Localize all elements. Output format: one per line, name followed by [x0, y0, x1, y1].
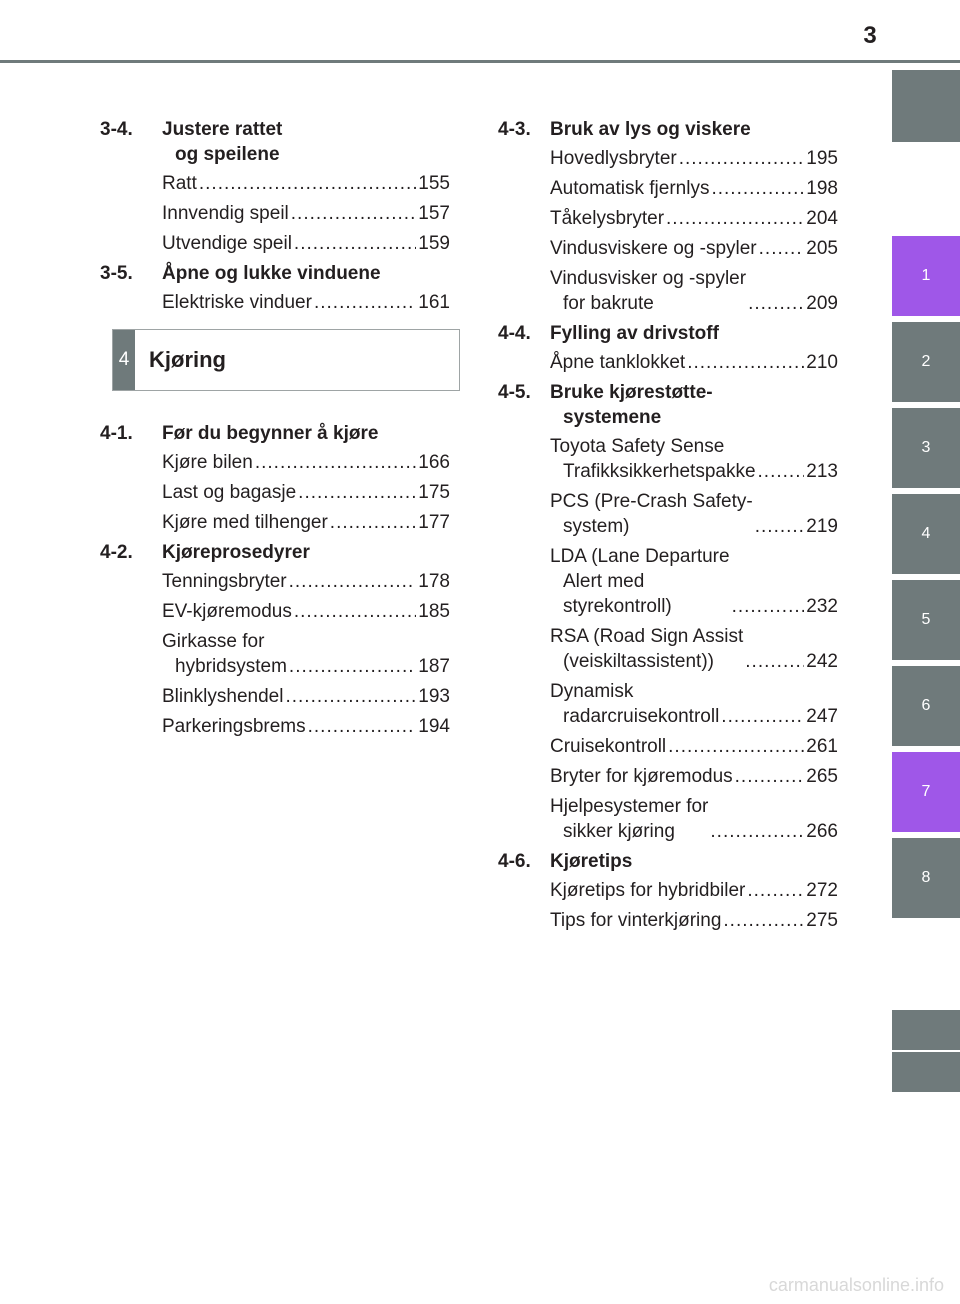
side-tab-5[interactable]: 5: [892, 580, 960, 660]
dot-leader: [711, 176, 804, 201]
side-tab-blank[interactable]: [892, 1052, 960, 1092]
section-title: [162, 421, 450, 446]
entry-title: [550, 544, 730, 619]
entry-title-line: Cruisekontroll: [550, 736, 667, 757]
entry-title-line: Automatisk fjernlys: [550, 178, 710, 199]
section-title-line: Åpne og lukke vinduene: [162, 263, 381, 284]
toc-entry[interactable]: [100, 569, 450, 594]
entry-title: [550, 734, 666, 759]
toc-entry[interactable]: [498, 878, 838, 903]
section-heading: [100, 540, 450, 565]
toc-entry[interactable]: [498, 908, 838, 933]
entry-title-line: LDA (Lane Departure: [550, 546, 730, 567]
entry-page-number: 261: [806, 736, 838, 757]
entry-page-number: 175: [418, 482, 450, 503]
entry-title-line: Last og bagasje: [162, 482, 297, 503]
toc-section: [498, 321, 838, 375]
entry-title-line: hybridsystem: [175, 656, 287, 677]
dot-leader: [748, 291, 804, 316]
section-number: 4-5.: [498, 382, 531, 403]
section-title-line: Fylling av drivstoff: [550, 323, 719, 344]
section-number: 3-4.: [100, 119, 133, 140]
toc-section: [100, 261, 450, 315]
entry-page-number: 177: [418, 512, 450, 533]
side-tab-4[interactable]: 4: [892, 494, 960, 574]
entry-title: [550, 434, 756, 484]
section-heading: [100, 261, 450, 286]
dot-leader: [294, 231, 416, 256]
entry-title-line: Tåkelysbryter: [550, 208, 665, 229]
entry-page-number: 210: [806, 352, 838, 373]
entry-title: [550, 679, 719, 729]
entry-title: [162, 450, 253, 475]
entry-title-line: Dynamisk: [550, 681, 634, 702]
dot-leader: [755, 514, 805, 539]
dot-leader: [758, 459, 805, 484]
section-number: 4-4.: [498, 323, 531, 344]
toc-section: [498, 849, 838, 933]
toc-entry[interactable]: [498, 236, 838, 261]
toc-entry[interactable]: [100, 171, 450, 196]
entry-title-line: Åpne tanklokket: [550, 352, 686, 373]
toc-section: [100, 117, 450, 256]
toc-entry[interactable]: [498, 489, 838, 539]
entry-page-number: 204: [806, 208, 838, 229]
page-number: 3: [863, 22, 877, 49]
entry-title-line: RSA (Road Sign Assist: [550, 626, 744, 647]
section-title-line: systemene: [563, 407, 662, 428]
dot-leader: [255, 450, 416, 475]
section-title-line: Kjøretips: [550, 851, 633, 872]
section-title-line: Før du begynner å kjøre: [162, 423, 379, 444]
entry-title: [550, 350, 685, 375]
section-title: [162, 261, 450, 286]
toc-entry[interactable]: [498, 266, 838, 316]
toc-entry[interactable]: [498, 176, 838, 201]
section-title: [550, 117, 838, 142]
section-number: 3-5.: [100, 263, 133, 284]
side-tab-blank[interactable]: [892, 70, 960, 142]
entry-page-number: 161: [418, 292, 450, 313]
entry-title: [550, 266, 746, 316]
dot-leader: [745, 649, 804, 674]
entry-title-line: Kjøre bilen: [162, 452, 253, 473]
toc-entry[interactable]: [100, 450, 450, 475]
dot-leader: [723, 908, 804, 933]
entry-title: [550, 146, 677, 171]
side-tab-6[interactable]: 6: [892, 666, 960, 746]
toc-entry[interactable]: [498, 794, 838, 844]
dot-leader: [298, 480, 416, 505]
section-heading: [498, 849, 838, 874]
dot-leader: [666, 206, 804, 231]
section-title-line: Bruk av lys og viskere: [550, 119, 751, 140]
dot-leader: [735, 764, 805, 789]
toc-entry[interactable]: [100, 510, 450, 535]
entry-title-line: Ratt: [162, 173, 197, 194]
entry-title: [550, 236, 757, 261]
toc-sections-after-chapter: [100, 421, 450, 739]
entry-title-line: Vindusvisker og -spyler: [550, 268, 747, 289]
dot-leader: [314, 290, 416, 315]
side-tab-2[interactable]: 2: [892, 322, 960, 402]
entry-title: [162, 201, 289, 226]
section-title: [550, 380, 838, 430]
dot-leader: [285, 684, 416, 709]
entry-page-number: 159: [418, 233, 450, 254]
entry-page-number: 205: [806, 238, 838, 259]
section-title: [162, 117, 450, 167]
side-tab-3[interactable]: 3: [892, 408, 960, 488]
entry-title-line: Elektriske vinduer: [162, 292, 312, 313]
entry-title-line: Vindusviskere og -spyler: [550, 238, 757, 259]
entry-title-line: Toyota Safety Sense: [550, 436, 725, 457]
entry-title: [162, 684, 283, 709]
dot-leader: [291, 201, 417, 226]
entry-page-number: 194: [418, 716, 450, 737]
entry-page-number: 247: [806, 706, 838, 727]
dot-leader: [747, 878, 804, 903]
entry-title: [162, 290, 312, 315]
entry-title: [162, 629, 287, 679]
dot-leader: [289, 654, 416, 679]
entry-page-number: 265: [806, 766, 838, 787]
section-heading: [100, 117, 450, 167]
section-heading: [100, 421, 450, 446]
section-title-line: Bruke kjørestøtte-: [550, 382, 713, 403]
entry-title: [162, 714, 306, 739]
dot-leader: [732, 594, 805, 619]
entry-title-line: Blinklyshendel: [162, 686, 284, 707]
entry-title: [550, 908, 721, 933]
toc-entry[interactable]: [498, 350, 838, 375]
entry-title-line: radarcruisekontroll: [563, 706, 720, 727]
toc-entry[interactable]: [100, 231, 450, 256]
entry-title: [550, 624, 743, 674]
entry-title-line: styrekontroll): [563, 596, 672, 617]
dot-leader: [289, 569, 417, 594]
section-title: [162, 540, 450, 565]
entry-title-line: PCS (Pre-Crash Safety-: [550, 491, 753, 512]
entry-title-line: Kjøretips for hybridbiler: [550, 880, 746, 901]
entry-title: [162, 171, 197, 196]
entry-title: [550, 794, 708, 844]
section-number: 4-1.: [100, 423, 133, 444]
toc-entry[interactable]: [498, 764, 838, 789]
entry-title-line: (veiskiltassistent)): [563, 651, 714, 672]
side-tab-8[interactable]: 8: [892, 838, 960, 918]
toc-section: [100, 421, 450, 535]
entry-page-number: 178: [418, 571, 450, 592]
entry-title: [550, 489, 753, 539]
toc-section: [498, 117, 838, 316]
entry-page-number: 185: [418, 601, 450, 622]
dot-leader: [330, 510, 417, 535]
toc-sections-before-chapter: [100, 117, 450, 315]
entry-page-number: 219: [806, 516, 838, 537]
entry-title: [550, 176, 709, 201]
dot-leader: [759, 236, 805, 261]
toc-section: [498, 380, 838, 844]
entry-page-number: 213: [806, 461, 838, 482]
header-rule: [0, 60, 960, 63]
toc-entry[interactable]: [498, 146, 838, 171]
section-title-line: Kjøreprosedyrer: [162, 542, 310, 563]
watermark: carmanualsonline.info: [768, 1275, 944, 1295]
entry-page-number: 266: [806, 821, 838, 842]
dot-leader: [710, 819, 804, 844]
section-title: [550, 321, 838, 346]
entry-page-number: 155: [418, 173, 450, 194]
section-heading: [498, 321, 838, 346]
entry-title-line: Kjøre med tilhenger: [162, 512, 328, 533]
toc-entry[interactable]: [100, 599, 450, 624]
entry-title-line: Girkasse for: [162, 631, 265, 652]
chapter-header: [112, 329, 460, 391]
entry-title-line: Trafikksikkerhetspakke: [563, 461, 756, 482]
entry-title-line: sikker kjøring: [563, 821, 675, 842]
entry-page-number: 195: [806, 148, 838, 169]
entry-title: [162, 599, 292, 624]
section-number: 4-3.: [498, 119, 531, 140]
section-title-line: og speilene: [175, 144, 280, 165]
entry-page-number: 242: [806, 651, 838, 672]
dot-leader: [308, 714, 417, 739]
entry-title-line: Hovedlysbryter: [550, 148, 677, 169]
toc-entry[interactable]: [100, 480, 450, 505]
entry-title-line: Hjelpesystemer for: [550, 796, 709, 817]
side-tab-blank[interactable]: [892, 1010, 960, 1050]
entry-title: [162, 569, 287, 594]
toc-entry[interactable]: [498, 734, 838, 759]
entry-page-number: 187: [418, 656, 450, 677]
entry-title-line: Utvendige speil: [162, 233, 292, 254]
chapter-title: Kjøring: [149, 347, 226, 372]
toc-entry[interactable]: [498, 624, 838, 674]
chapter-number: 4: [113, 330, 135, 390]
entry-title: [550, 206, 664, 231]
entry-title: [550, 878, 745, 903]
toc-entry[interactable]: [100, 201, 450, 226]
entry-page-number: 157: [418, 203, 450, 224]
toc-entry[interactable]: [498, 544, 838, 619]
entry-title-line: Parkeringsbrems: [162, 716, 306, 737]
entry-title: [550, 764, 733, 789]
toc-entry[interactable]: [100, 290, 450, 315]
entry-title: [162, 480, 296, 505]
toc-sections-right: [498, 117, 838, 933]
section-title-line: Justere rattet: [162, 119, 283, 140]
dot-leader: [679, 146, 805, 171]
toc-entry[interactable]: [100, 684, 450, 709]
toc-entry[interactable]: [498, 206, 838, 231]
toc-entry[interactable]: [100, 714, 450, 739]
entry-page-number: 198: [806, 178, 838, 199]
dot-leader: [668, 734, 804, 759]
section-heading: [498, 117, 838, 142]
entry-title-line: EV-kjøremodus: [162, 601, 292, 622]
entry-title-line: Tenningsbryter: [162, 571, 287, 592]
section-number: 4-2.: [100, 542, 133, 563]
entry-page-number: 232: [806, 596, 838, 617]
entry-page-number: 209: [806, 293, 838, 314]
entry-title-line: system): [563, 516, 630, 537]
toc-entry[interactable]: [100, 629, 450, 679]
entry-title: [162, 510, 328, 535]
toc-section: [100, 540, 450, 739]
entry-title-line: Tips for vinterkjøring: [550, 910, 722, 931]
side-tab-1[interactable]: 1: [892, 236, 960, 316]
toc-column-left: [100, 117, 450, 744]
section-number: 4-6.: [498, 851, 531, 872]
dot-leader: [294, 599, 416, 624]
entry-title-line: Innvendig speil: [162, 203, 289, 224]
toc-entry[interactable]: [498, 679, 838, 729]
dot-leader: [721, 704, 804, 729]
dot-leader: [199, 171, 416, 196]
toc-entry[interactable]: [498, 434, 838, 484]
side-tab-7[interactable]: 7: [892, 752, 960, 832]
entry-page-number: 272: [806, 880, 838, 901]
entry-title-line: Bryter for kjøremodus: [550, 766, 733, 787]
entry-title: [162, 231, 292, 256]
entry-page-number: 166: [418, 452, 450, 473]
entry-title-line: Alert med: [563, 571, 645, 592]
section-heading: [498, 380, 838, 430]
toc-column-right: [498, 117, 838, 938]
entry-title-line: for bakrute: [563, 293, 654, 314]
dot-leader: [687, 350, 804, 375]
section-title: [550, 849, 838, 874]
entry-page-number: 193: [418, 686, 450, 707]
entry-page-number: 275: [806, 910, 838, 931]
